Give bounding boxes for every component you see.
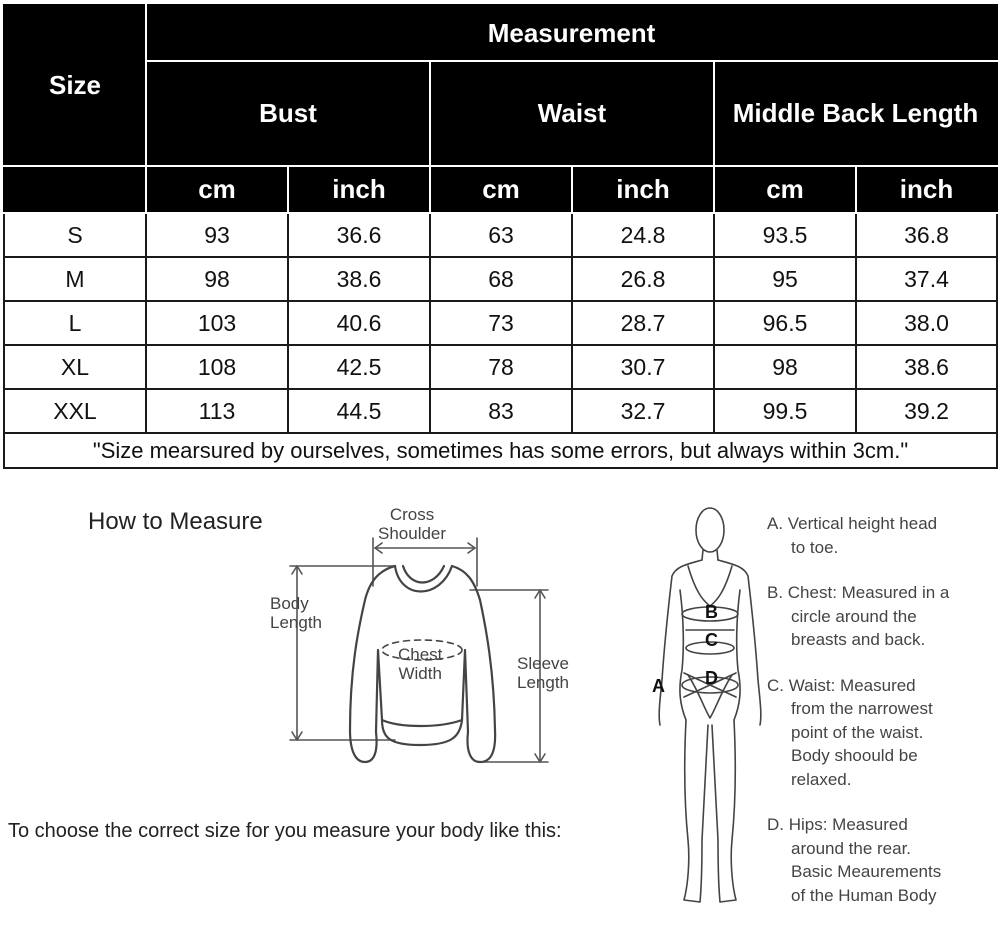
size-header: Size xyxy=(4,5,146,166)
size-cell: L xyxy=(4,301,146,345)
choose-size-text: To choose the correct size for you measure your body like this: xyxy=(8,820,562,842)
value-cell: 63 xyxy=(430,213,572,257)
value-cell: 39.2 xyxy=(856,389,997,433)
unit-header: cm xyxy=(714,166,856,213)
note-row xyxy=(4,433,997,468)
middle-back-length-header: Middle Back Length xyxy=(714,61,997,166)
value-cell: 113 xyxy=(146,389,288,433)
measurement-notes xyxy=(767,512,997,929)
value-cell: 38.6 xyxy=(856,345,997,389)
value-cell: 68 xyxy=(430,257,572,301)
value-cell: 42.5 xyxy=(288,345,430,389)
value-cell: 36.8 xyxy=(856,213,997,257)
body-label-a: A xyxy=(652,676,665,696)
unit-header: cm xyxy=(146,166,288,213)
human-body-diagram xyxy=(640,500,765,910)
body-label-b: B xyxy=(705,602,718,622)
size-cell: S xyxy=(4,213,146,257)
table-row xyxy=(4,345,997,389)
table-row xyxy=(4,389,997,433)
value-cell: 98 xyxy=(146,257,288,301)
value-cell: 38.0 xyxy=(856,301,997,345)
value-cell: 28.7 xyxy=(572,301,714,345)
note-d: D. Hips: Measured around the rear. Basic Meaurements of the Human Body xyxy=(767,815,942,905)
value-cell: 78 xyxy=(430,345,572,389)
table-row xyxy=(4,213,997,257)
bust-header: Bust xyxy=(146,61,430,166)
value-cell: 96.5 xyxy=(714,301,856,345)
cross-shoulder-label: Cross Shoulder xyxy=(378,505,447,543)
unit-header: inch xyxy=(288,166,430,213)
body-label-d: D xyxy=(705,668,718,688)
value-cell: 95 xyxy=(714,257,856,301)
note-b: B. Chest: Measured in a circle around the breasts and back. xyxy=(767,583,950,649)
value-cell: 32.7 xyxy=(572,389,714,433)
note-c: C. Waist: Measured from the narrowest point of the waist. Body shoould be relaxed. xyxy=(767,675,933,789)
body-length-label: Body Length xyxy=(270,594,322,632)
size-chart-table xyxy=(3,4,998,469)
value-cell: 40.6 xyxy=(288,301,430,345)
size-cell: M xyxy=(4,257,146,301)
value-cell: 93 xyxy=(146,213,288,257)
value-cell: 108 xyxy=(146,345,288,389)
size-cell: XL xyxy=(4,345,146,389)
measurement-header: Measurement xyxy=(146,5,997,61)
value-cell: 83 xyxy=(430,389,572,433)
value-cell: 98 xyxy=(714,345,856,389)
value-cell: 103 xyxy=(146,301,288,345)
value-cell: 37.4 xyxy=(856,257,997,301)
size-note: "Size mearsured by ourselves, sometimes has some errors, but always within 3cm." xyxy=(4,433,997,468)
unit-header-spacer xyxy=(4,166,146,213)
unit-header: inch xyxy=(856,166,997,213)
how-to-measure-title: How to Measure xyxy=(88,508,263,535)
value-cell: 44.5 xyxy=(288,389,430,433)
value-cell: 99.5 xyxy=(714,389,856,433)
note-a: A. Vertical height head to toe. xyxy=(767,514,938,557)
unit-header: cm xyxy=(430,166,572,213)
value-cell: 24.8 xyxy=(572,213,714,257)
value-cell: 26.8 xyxy=(572,257,714,301)
value-cell: 93.5 xyxy=(714,213,856,257)
waist-header: Waist xyxy=(430,61,714,166)
size-cell: XXL xyxy=(4,389,146,433)
table-row xyxy=(4,257,997,301)
body-label-c: C xyxy=(705,630,718,650)
table-row xyxy=(4,301,997,345)
value-cell: 30.7 xyxy=(572,345,714,389)
unit-header: inch xyxy=(572,166,714,213)
value-cell: 38.6 xyxy=(288,257,430,301)
sleeve-length-label: Sleeve Length xyxy=(517,654,569,692)
chest-width-label: Chest Width xyxy=(398,645,443,683)
value-cell: 36.6 xyxy=(288,213,430,257)
value-cell: 73 xyxy=(430,301,572,345)
